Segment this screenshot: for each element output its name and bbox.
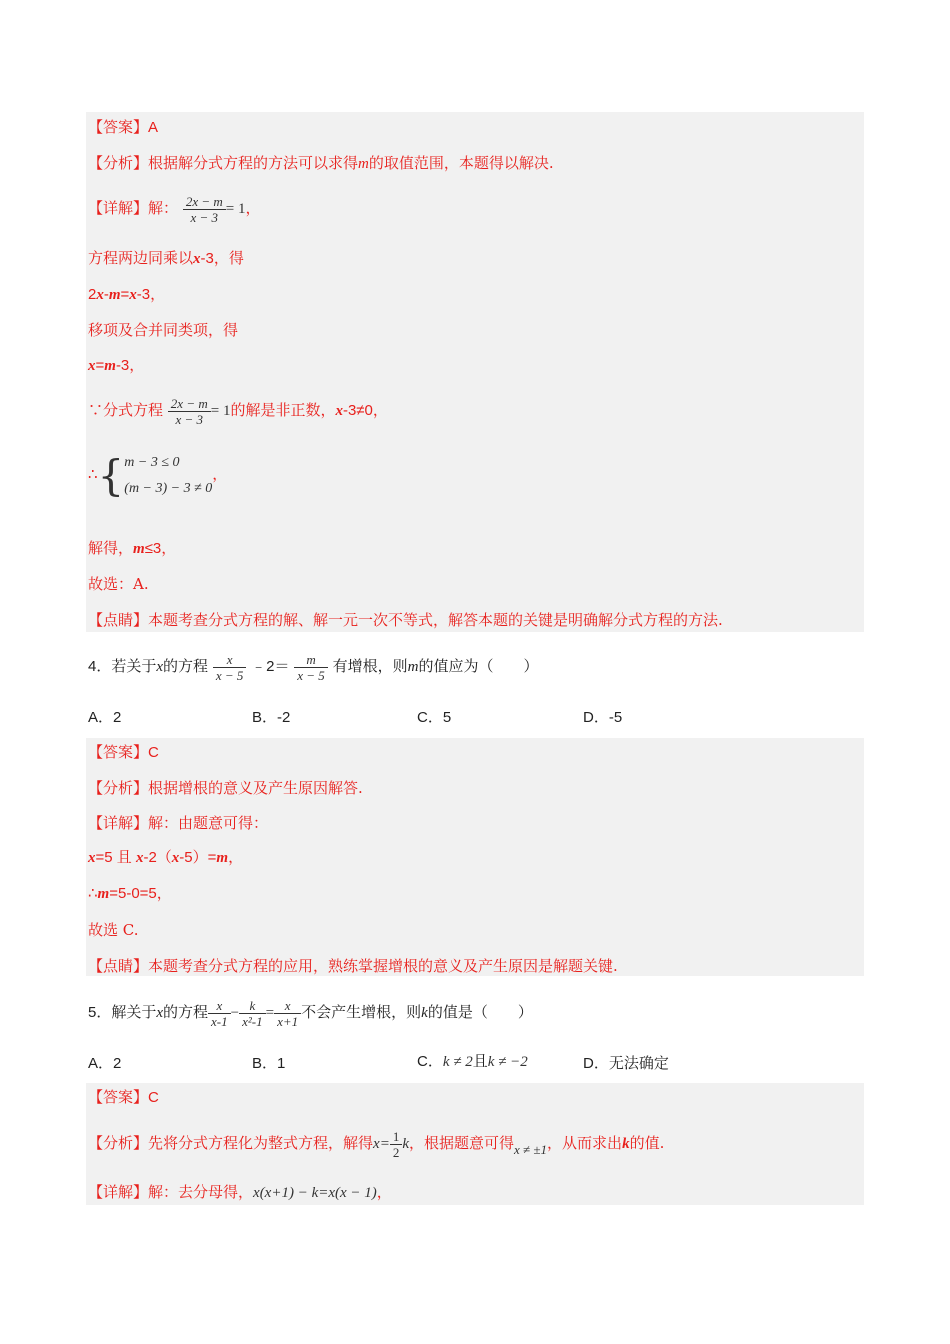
q4-option-b[interactable]: B．-2 bbox=[252, 709, 291, 726]
q5-stem: 5．解关于x的方程 $\frac{x}{x-1}$ − $\frac{k}{\text{x²-1}}$ = $\frac{x}{x+1}$ 不会产生增根，则k的值是（ ） bbox=[88, 997, 533, 1029]
q3-result: 解得，m≤3， bbox=[88, 539, 177, 557]
equation-fraction: $\frac{2x - m}{x - 3}$ bbox=[183, 194, 226, 225]
q3-step4: x=m-3， bbox=[88, 357, 145, 374]
q5-detail: 【详解】解：去分母得，x(x+1) − k=x(x − 1)， bbox=[88, 1183, 392, 1201]
q3-choose: 故选：A. bbox=[88, 575, 149, 593]
q3-step3: 移项及合并同类项，得 bbox=[88, 321, 239, 339]
q4-stem: 4．若关于x的方程 $\frac{x}{x - 5}$ ﹣2＝ $\frac{m}{x - 5}$ 有增根，则m的值应为（ ） bbox=[88, 651, 539, 683]
q4-step2: ∴m=5-0=5， bbox=[88, 885, 172, 902]
q3-answer: 【答案】A bbox=[88, 118, 159, 136]
q3-step1: 方程两边同乘以x-3，得 bbox=[88, 249, 244, 267]
equation-fraction: $\frac{2x - m}{x - 3}$ bbox=[168, 396, 211, 427]
brace-icon: { bbox=[97, 451, 125, 500]
q3-comment: 【点睛】本题考查分式方程的解、解一元一次不等式，解答本题的关键是明确解分式方程的方法. bbox=[88, 611, 723, 629]
q3-detail: 【详解】解： $\frac{2x - m}{x - 3}$ = 1， bbox=[88, 193, 261, 225]
q4-detail: 【详解】解：由题意可得： bbox=[88, 814, 269, 832]
q5-analysis: 【分析】先将分式方程化为整式方程，解得x= $\frac{1}{2}$ k，根据题意可得x ≠ ±1，从而求出k的值. bbox=[88, 1128, 665, 1160]
q3-because: ∵分式方程 $\frac{2x - m}{x - 3}$ = 1的解是非正数，x-3≠0， bbox=[88, 395, 388, 427]
q5-option-a[interactable]: A．2 bbox=[88, 1055, 122, 1072]
q4-analysis: 【分析】根据增根的意义及产生原因解答. bbox=[88, 779, 363, 797]
q4-option-d[interactable]: D．-5 bbox=[583, 709, 623, 726]
q3-analysis: 【分析】根据解分式方程的方法可以求得m的取值范围，本题得以解决. bbox=[88, 154, 554, 172]
q5-option-c[interactable]: C．k ≠ 2且k ≠ −2 bbox=[417, 1052, 528, 1070]
q4-step1: x=5 且 x-2（x-5）=m， bbox=[88, 849, 244, 866]
q4-answer: 【答案】C bbox=[88, 743, 159, 761]
q3-step2: 2x-m=x-3， bbox=[88, 286, 166, 303]
q4-option-c[interactable]: C．5 bbox=[417, 709, 452, 726]
q4-option-a[interactable]: A．2 bbox=[88, 709, 122, 726]
q4-comment: 【点睛】本题考查分式方程的应用，熟练掌握增根的意义及产生原因是解题关键. bbox=[88, 957, 618, 975]
q3-system: ∴{ m − 3 ≤ 0 (m − 3) − 3 ≠ 0 ， bbox=[88, 451, 228, 500]
q5-option-d[interactable]: D．无法确定 bbox=[583, 1054, 669, 1072]
q5-option-b[interactable]: B．1 bbox=[252, 1055, 286, 1072]
q4-choose: 故选 C. bbox=[88, 921, 139, 939]
q5-answer: 【答案】C bbox=[88, 1088, 159, 1106]
